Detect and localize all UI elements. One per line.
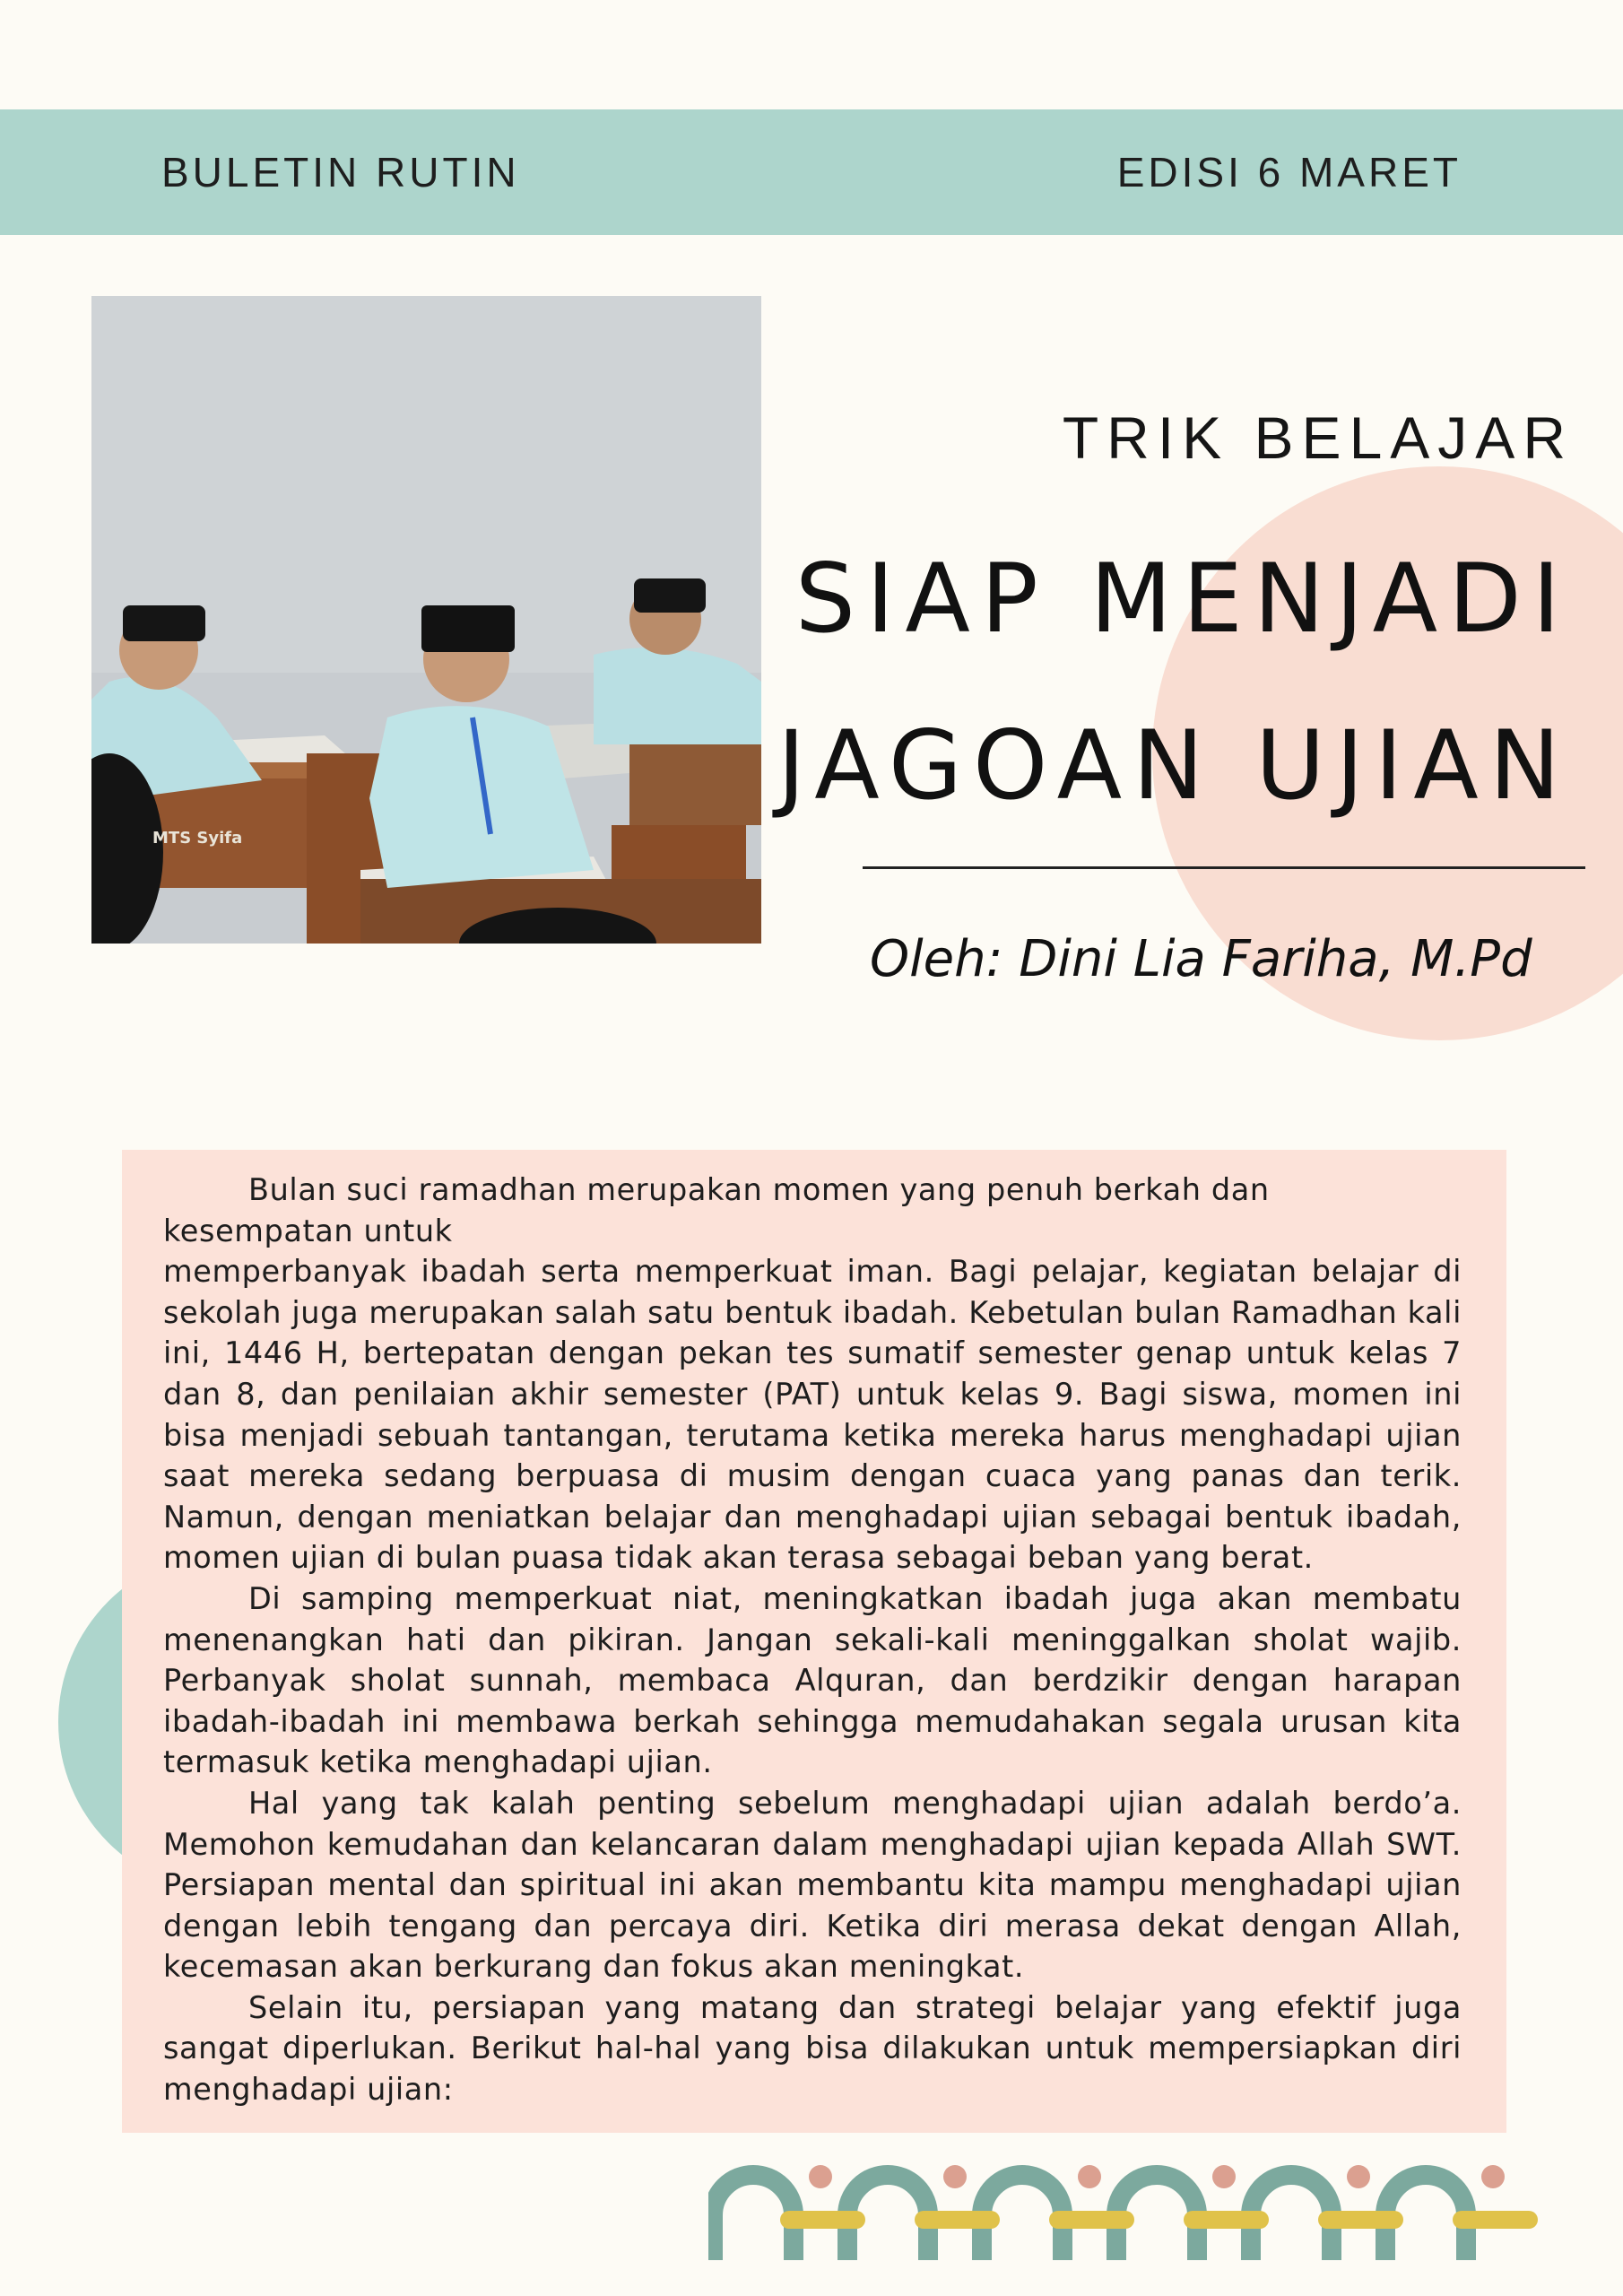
deco-dot — [1347, 2165, 1370, 2188]
deco-dot — [1212, 2165, 1236, 2188]
article-paragraph-1-first: Bulan suci ramadhan merupakan momen yang penuh berkah dan kesempatan untuk — [163, 1172, 1270, 1248]
section-kicker: TRIK BELAJAR — [1062, 404, 1574, 471]
deco-bar — [780, 2211, 865, 2229]
deco-bar — [1049, 2211, 1134, 2229]
header-bar — [0, 109, 1623, 235]
title-divider — [863, 866, 1585, 869]
deco-dot — [943, 2165, 967, 2188]
headline-line-1: SIAP MENJADI — [794, 544, 1571, 654]
deco-dot — [809, 2165, 832, 2188]
deco-bar — [1184, 2211, 1269, 2229]
deco-bar — [915, 2211, 1000, 2229]
article-body — [122, 1150, 1506, 2133]
article-paragraph-3: Hal yang tak kalah penting sebelum menghadapi ujian adalah berdo’a. Memohon kemudahan dan kelancaran dalam menghadapi ujian kepada Allah SWT. Persiapan mental dan spiritual ini akan membantu kita mampu menghadapi ujian dengan lebih tengang dan percaya diri. Ketika diri merasa dekat dengan Allah, kecemasan akan berkurang dan fokus akan meningkat. — [163, 1785, 1462, 1985]
deco-dot — [1078, 2165, 1101, 2188]
headline-line-2: JAGOAN UJIAN — [777, 710, 1571, 821]
deco-bar — [1318, 2211, 1403, 2229]
headline — [777, 516, 1571, 849]
author-byline: Oleh: Dini Lia Fariha, M.Pd — [870, 930, 1532, 988]
article-paragraph-2: Di samping memperkuat niat, meningkatkan ibadah juga akan membatu menenangkan hati dan pikiran. Jangan sekali-kali meninggalkan sholat wajib. Perbanyak sholat sunnah, membaca Alquran, dan berdzikir dengan harapan ibadah-ibadah ini membawa berkah sehingga memudahakan segala urusan kita termasuk ketika menghadapi ujian. — [163, 1580, 1462, 1780]
article-paragraph-1 — [163, 1170, 1462, 1251]
bulletin-label: BULETIN RUTIN — [161, 149, 520, 196]
decorative-arches — [708, 2157, 1578, 2260]
edition-label: EDISI 6 MARET — [1116, 149, 1462, 196]
classroom-photo — [91, 296, 761, 944]
desk-marking-text: MTS Syifa — [152, 829, 243, 848]
deco-bar — [1453, 2211, 1538, 2229]
article-paragraph-4: Selain itu, persiapan yang matang dan strategi belajar yang efektif juga sangat diperlukan. Berikut hal-hal yang bisa dilakukan untuk mempersiapkan diri menghadapi ujian: — [163, 1989, 1462, 2108]
article-paragraph-1-rest: memperbanyak ibadah serta memperkuat iman. Bagi pelajar, kegiatan belajar di sekolah juga merupakan salah satu bentuk ibadah. Kebetulan bulan Ramadhan kali ini, 1446 H, bertepatan dengan pekan tes sumatif semester genap untuk kelas 7 dan 8, dan penilaian akhir semester (PAT) untuk kelas 9. Bagi siswa, momen ini bisa menjadi sebuah tantangan, terutama ketika mereka harus menghadapi ujian saat mereka sedang berpuasa di musim dengan cuaca yang panas dan terik. Namun, dengan meniatkan belajar dan menghadapi ujian sebagai bentuk ibadah, momen ujian di bulan puasa tidak akan terasa sebagai beban yang berat. — [163, 1254, 1462, 1576]
deco-dot — [1481, 2165, 1505, 2188]
